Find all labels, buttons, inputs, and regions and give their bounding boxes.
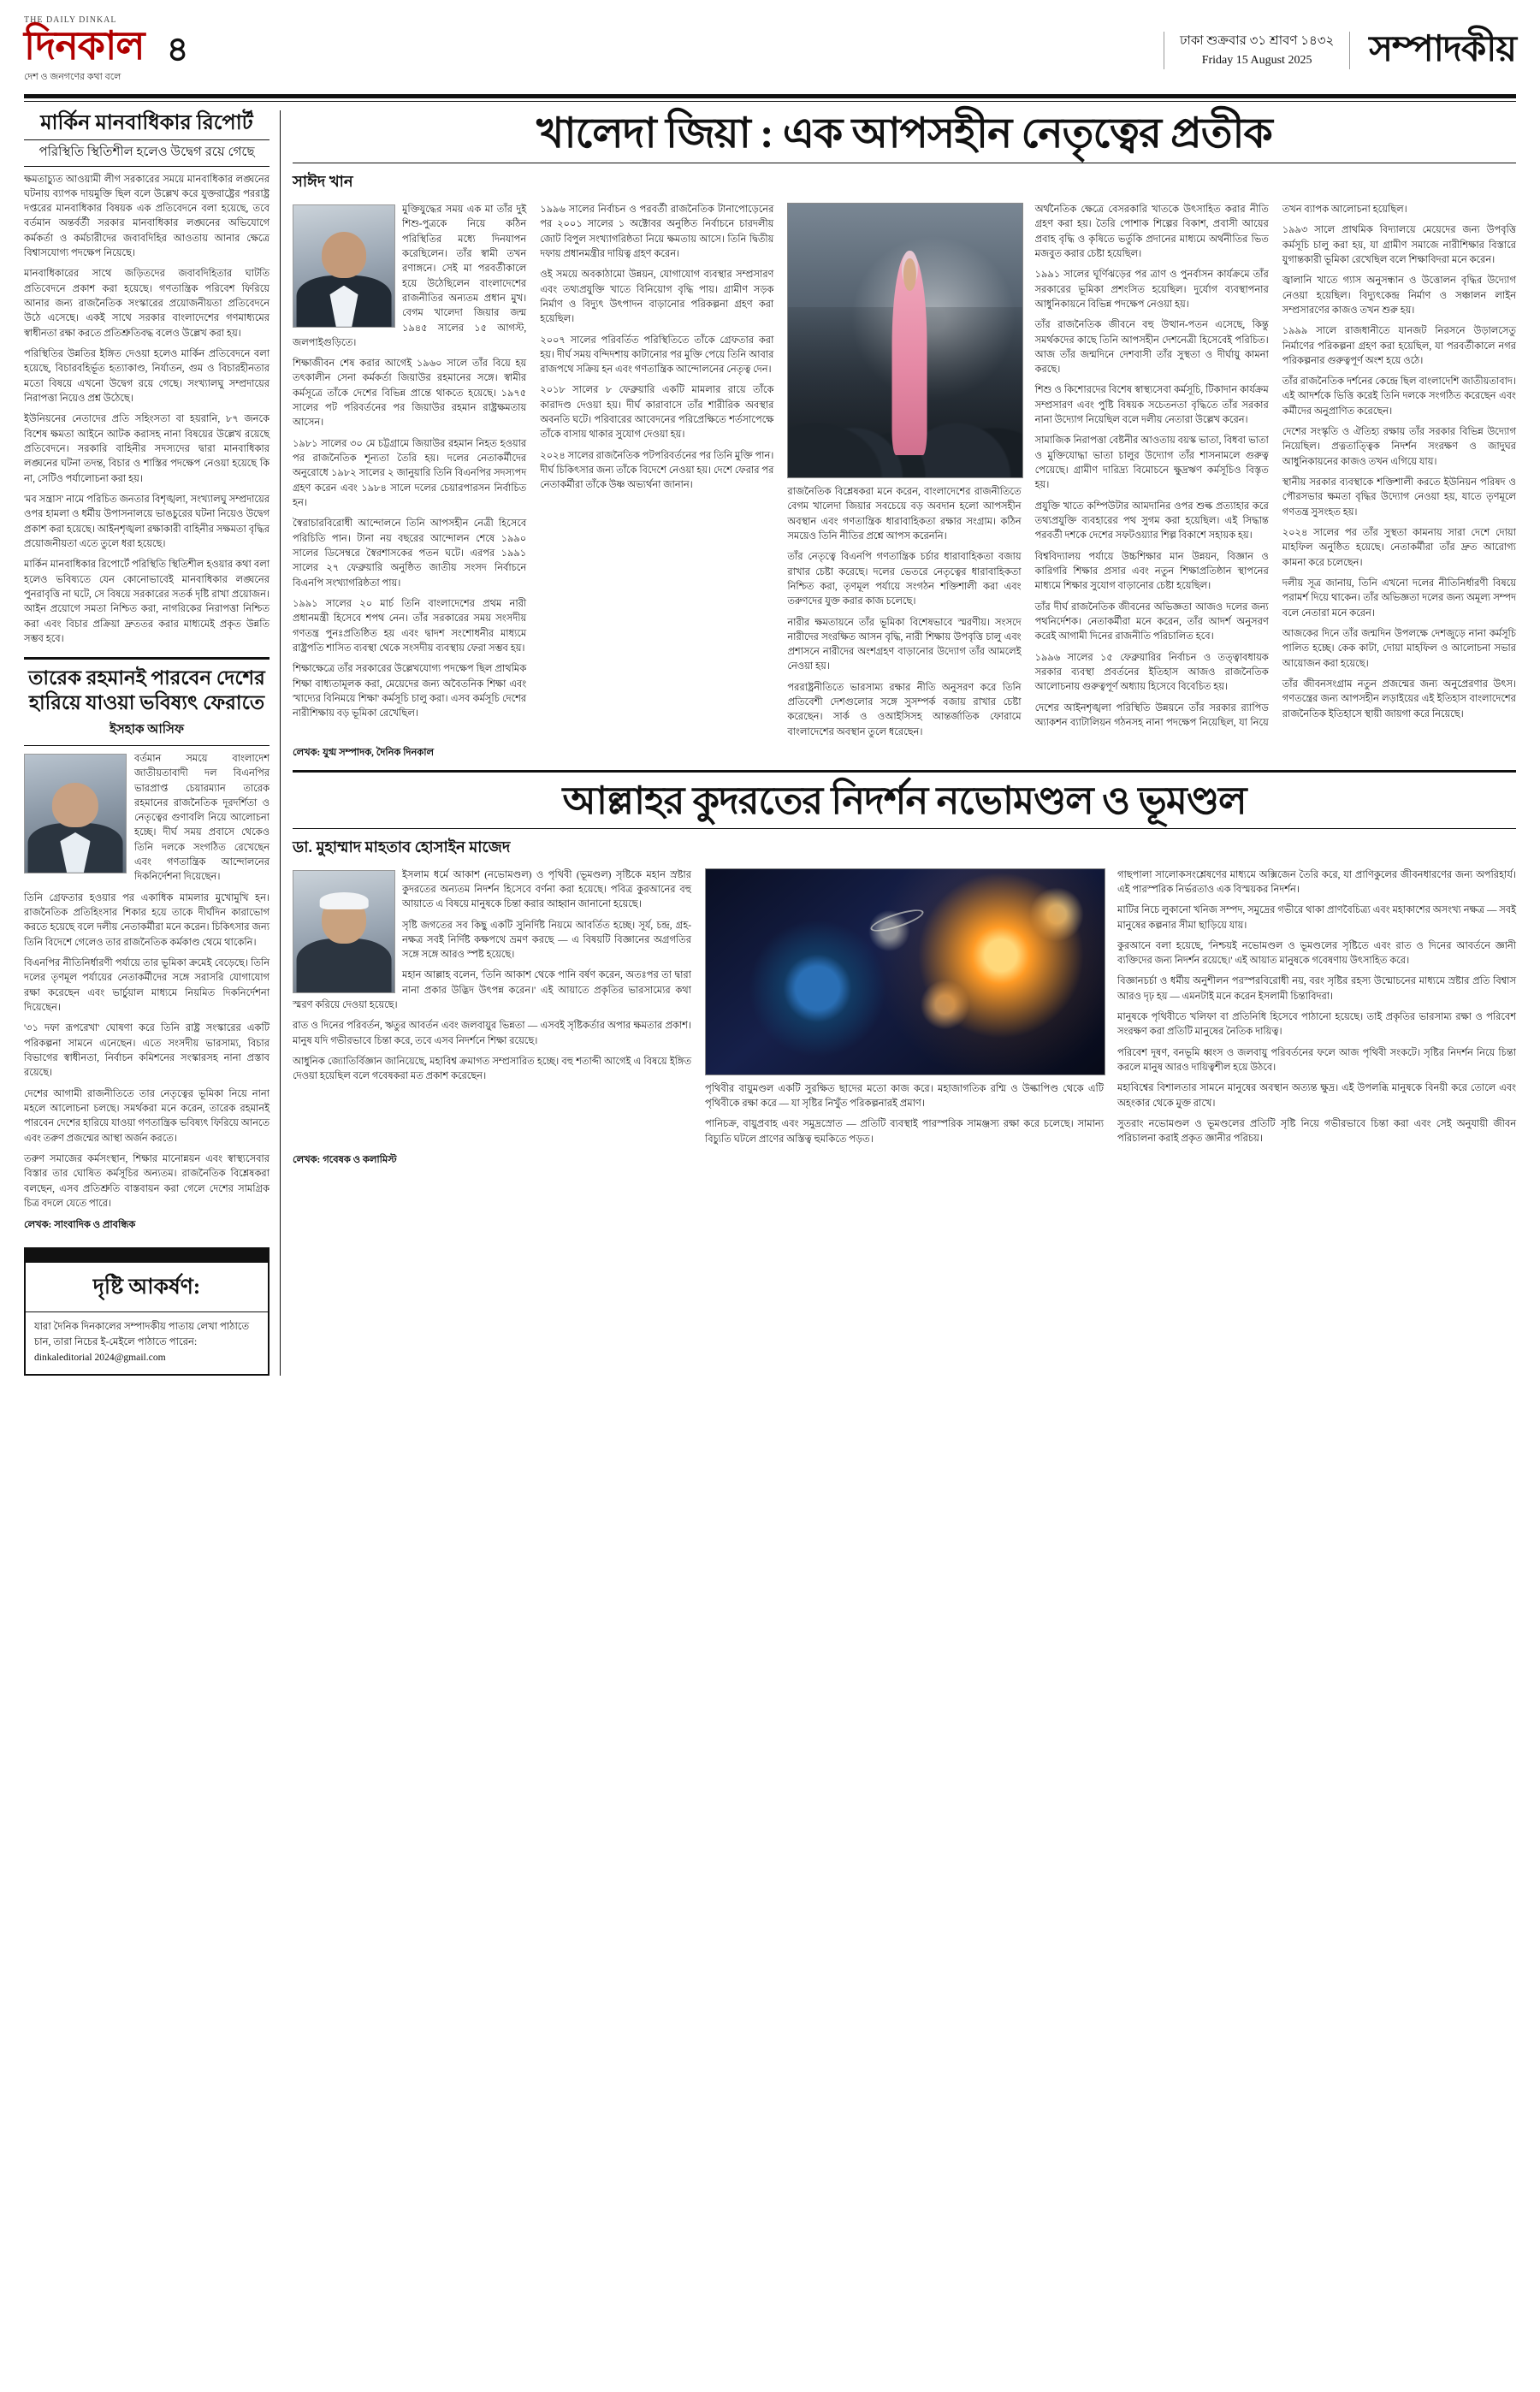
left-article1-body	[24, 173, 270, 648]
paragraph: ইউনিয়নের নেতাদের প্রতি সহিংসতা বা হয়রানি, ৮৭ জনকে বিশেষ ক্ষমতা আইনে আটক করাসহ নানা বিষয়ের উল্লেখ রয়েছে প্রতিবেদনে। সরকারি বাহিনীর সদস্যদের দ্বারা মানবাধিকার লঙ্ঘনের ঘটনা তদন্ত, বিচার ও শাস্তির পদক্ষেপ নেওয়া হয়েছে কি না, সেটিও পর্যালোচনা করা হয়।	[24, 414, 270, 484]
paragraph: ১৯৯১ সালের ঘূর্ণিঝড়ের পর ত্রাণ ও পুনর্বাসন কার্যক্রমে তাঁর সরকারের ভূমিকা প্রশংসিত হয়েছিল। দুর্যোগ ব্যবস্থাপনার আধুনিকায়নে বিভিন্ন পদক্ষেপ নেওয়া হয়।	[1034, 269, 1269, 310]
author-portrait	[24, 754, 127, 873]
paragraph: তাঁর নেতৃত্বে বিএনপি গণতান্ত্রিক চর্চার ধারাবাহিকতা বজায় রাখার চেষ্টা করেছে। দলের ভেতরে নেতৃত্বের ধারাবাহিকতা নিশ্চিত করা, তৃণমূল পর্যায়ে সংগঠন শক্তিশালী করা এবং তরুণদের যুক্ত করার কাজ চলেছে।	[787, 552, 1022, 607]
paragraph: পরিস্থিতির উন্নতির ইঙ্গিত দেওয়া হলেও মার্কিন প্রতিবেদনে বলা হয়েছে, বিচারবহির্ভূত হত্যাকাণ্ড, নির্যাতন, গুম ও বিচারহীনতার মতো বিষয়ে এখনো উদ্বেগ রয়ে গেছে। সংখ্যালঘু সম্প্রদায়ের নিরাপত্তা নিয়েও প্রশ্ন উঠেছে।	[24, 349, 270, 405]
paragraph: স্বৈরাচারবিরোধী আন্দোলনে তিনি আপসহীন নেত্রী হিসেবে পরিচিতি পান। টানা নয় বছরের আন্দোলন শেষে ১৯৯০ সালের ডিসেম্বরে স্বৈরশাসকের পতন ঘটে। এরপর ১৯৯১ সালের ২৭ ফেব্রুয়ারি অনুষ্ঠিত জাতীয় সংসদ নির্বাচনে বিএনপি সংখ্যাগরিষ্ঠতা পায়।	[293, 518, 527, 589]
paragraph: সৃষ্টি জগতের সব কিছু একটি সুনির্দিষ্ট নিয়মে আবর্তিত হচ্ছে। সূর্য, চন্দ্র, গ্রহ-নক্ষত্র সবই নির্দিষ্ট কক্ষপথে ভ্রমণ করছে — এ বিষয়টি বিজ্ঞানের অগ্রগতির সঙ্গে সঙ্গে আরও স্পষ্ট হয়েছে।	[402, 920, 691, 961]
bottom-author-portrait	[293, 870, 395, 993]
main-author-portrait	[293, 204, 395, 328]
paragraph: তাঁর দীর্ঘ রাজনৈতিক জীবনের অভিজ্ঞতা আজও দলের জন্য পথনির্দেশক। নেতাকর্মীরা মনে করেন, তাঁর আদর্শ অনুসরণ করেই আগামী দিনের রাজনীতি পরিচালিত হবে।	[1034, 601, 1269, 642]
paragraph: আধুনিক জ্যোতির্বিজ্ঞান জানিয়েছে, মহাবিশ্ব ক্রমাগত সম্প্রসারিত হচ্ছে। বহু শতাব্দী আগেই এ বিষয়ে ইঙ্গিত দেওয়া হয়েছিল বলে গবেষকরা মত প্রকাশ করেছেন।	[293, 1057, 691, 1082]
article-separator	[293, 770, 1516, 773]
paragraph: ওই সময়ে অবকাঠামো উন্নয়ন, যোগাযোগ ব্যবস্থার সম্প্রসারণ এবং তথ্যপ্রযুক্তি খাতে বিনিয়োগ বৃদ্ধি পায়। গ্রামীণ সড়ক নির্মাণ ও বিদ্যুৎ উৎপাদন বাড়ানোর পরিকল্পনা গ্রহণ করা হয়েছিল।	[540, 269, 774, 325]
page-number: ৪	[166, 29, 189, 68]
paragraph: তাঁর রাজনৈতিক জীবনে বহু উত্থান-পতন এসেছে, কিন্তু সমর্থকদের কাছে তিনি আপসহীন দেশনেত্রী হিসেবেই পরিচিত। আজ তাঁর জন্মদিনে দেশবাসী তাঁর সুস্থতা ও দীর্ঘায়ু কামনা করছে।	[1034, 320, 1269, 376]
left-article2-body	[24, 752, 270, 1212]
newspaper-logo	[24, 15, 281, 86]
paragraph: বিশ্ববিদ্যালয় পর্যায়ে উচ্চশিক্ষার মান উন্নয়ন, বিজ্ঞান ও কারিগরি শিক্ষার প্রসার এবং নতুন শিক্ষাপ্রতিষ্ঠান স্থাপনের মাধ্যমে শিক্ষার সুযোগ বাড়ানোর চেষ্টা হয়েছিল।	[1034, 551, 1269, 592]
paragraph: বর্তমান সময়ে বাংলাদেশ জাতীয়তাবাদী দল বিএনপির ভারপ্রাপ্ত চেয়ারম্যান তারেক রহমানের রাজনৈতিক দূরদর্শিতা ও নেতৃত্বের গুণাবলি নিয়ে আলোচনা হচ্ছে। দীর্ঘ সময় প্রবাসে থেকেও তিনি দলকে সংগঠিত রেখেছেন এবং গণতান্ত্রিক আন্দোলনের দিকনির্দেশনা দিয়েছেন।	[134, 753, 270, 883]
logo-bangla-name: দিনকাল	[24, 24, 145, 68]
date-bangla: ঢাকা শুক্রবার ৩১ শ্রাবণ ১৪৩২	[1179, 34, 1335, 49]
paragraph: মার্কিন মানবাধিকার রিপোর্টে পরিস্থিতি স্থিতিশীল হওয়ার কথা বলা হলেও ভবিষ্যতে যেন কোনোভাবেই মানবাধিকার লঙ্ঘনের পুনরাবৃত্তি না ঘটে, সে বিষয়ে সরকারের সতর্ক দৃষ্টি রাখা প্রয়োজন। আইন প্রয়োগে সমতা নিশ্চিত করা, নাগরিকের নিরাপত্তা নিশ্চিত করা এবং বিচার প্রক্রিয়া দ্রুততর করার মাধ্যমেই প্রকৃত উন্নতি সম্ভব হবে।	[24, 560, 270, 645]
paragraph: মহান আল্লাহ বলেন, 'তিনি আকাশ থেকে পানি বর্ষণ করেন, অতঃপর তা দ্বারা নানা প্রকার উদ্ভিদ উৎপন্ন করেন।' এই আয়াতে প্রকৃতির ভারসাম্যের কথা স্মরণ করিয়ে দেওয়া হয়েছে।	[293, 970, 691, 1011]
page-content	[0, 102, 1540, 1376]
paragraph: পররাষ্ট্রনীতিতে ভারসাম্য রক্ষার নীতি অনুসরণ করে তিনি প্রতিবেশী দেশগুলোর সঙ্গে সুসম্পর্ক বজায় রাখার চেষ্টা করেছেন। সার্ক ও ওআইসিসহ আন্তর্জাতিক ফোরামে বাংলাদেশের অবস্থান তুলে ধরেছেন।	[787, 682, 1022, 737]
paragraph: শিক্ষাক্ষেত্রে তাঁর সরকারের উল্লেখযোগ্য পদক্ষেপ ছিল প্রাথমিক শিক্ষা বাধ্যতামূলক করা, মেয়েদের জন্য অবৈতনিক শিক্ষা এবং 'খাদ্যের বিনিময়ে শিক্ষা' কর্মসূচি চালু করা। এসব কর্মসূচি দেশের নারীশিক্ষায় বড় ভূমিকা রেখেছিল।	[293, 664, 527, 719]
paragraph: পানিচক্র, বায়ুপ্রবাহ এবং সমুদ্রস্রোত — প্রতিটি ব্যবস্থাই পারস্পরিক সামঞ্জস্য রক্ষা করে চলেছে। সামান্য বিচ্যুতি ঘটলে প্রাণের অস্তিত্ব হুমকিতে পড়ত।	[705, 1119, 1104, 1145]
masthead	[0, 0, 1540, 91]
logo-tagline: দেশ ও জনগণের কথা বলে	[24, 72, 121, 82]
paragraph: সুতরাং নভোমণ্ডল ও ভূমণ্ডলের প্রতিটি সৃষ্টি নিয়ে গভীরভাবে চিন্তা করা এবং সেই অনুযায়ী জীবন পরিচালনা করাই প্রকৃত জ্ঞানীর পরিচয়।	[1117, 1119, 1516, 1145]
paragraph: অর্থনৈতিক ক্ষেত্রে বেসরকারি খাতকে উৎসাহিত করার নীতি গ্রহণ করা হয়। তৈরি পোশাক শিল্পের বিকাশ, প্রবাসী আয়ের প্রবাহ বৃদ্ধি ও কৃষিতে ভর্তুকি প্রদানের মাধ্যমে অর্থনীতির ভিত মজবুত করার চেষ্টা হয়েছিল।	[1034, 204, 1269, 259]
paragraph: ২০০৭ সালের পরিবর্তিত পরিস্থিতিতে তাঁকে গ্রেফতার করা হয়। দীর্ঘ সময় বন্দিদশায় কাটানোর পর মুক্তি পেয়ে তিনি আবার রাজপথে সক্রিয় হন এবং গণতান্ত্রিক আন্দোলনের নেতৃত্ব দেন।	[540, 335, 774, 376]
solar-system-photo	[705, 868, 1105, 1075]
logo-english-name: THE DAILY DINKAL	[24, 15, 117, 25]
paragraph: মহাবিশ্বের বিশালতার সামনে মানুষের অবস্থান অত্যন্ত ক্ষুদ্র। এই উপলব্ধি মানুষকে বিনয়ী করে তোলে এবং অহংকার থেকে মুক্ত রাখে।	[1117, 1083, 1516, 1109]
attention-body	[26, 1312, 268, 1374]
paragraph: মুক্তিযুদ্ধের সময় এক মা তাঁর দুই শিশু-পুত্রকে নিয়ে কঠিন পরিস্থিতির মধ্যে দিনযাপন করেছিলেন। তাঁর স্বামী তখন রণাঙ্গনে। সেই মা পরবর্তীকালে হয়ে উঠেছিলেন বাংলাদেশের রাজনীতির অন্যতম প্রধান মুখ। বেগম খালেদা জিয়ার জন্ম ১৯৪৫ সালের ১৫ আগস্ট, জলপাইগুড়িতে।	[293, 204, 527, 348]
masthead-spacer	[281, 15, 1164, 86]
bottom-article-byline: ডা. মুহাম্মাদ মাহতাব হোসাইন মাজেদ	[293, 838, 511, 856]
paragraph: ২০২৪ সালের পর তাঁর সুস্থতা কামনায় সারা দেশে দোয়া মাহফিল অনুষ্ঠিত হয়েছে। নেতাকর্মীরা তাঁর দ্রুত আরোগ্য কামনা করে চলেছেন।	[1282, 528, 1516, 568]
section-title: সম্পাদকীয়	[1369, 29, 1516, 69]
paragraph: পরিবেশ দূষণ, বনভূমি ধ্বংস ও জলবায়ু পরিবর্তনের ফলে আজ পৃথিবী সংকটে। সৃষ্টির নিদর্শন নিয়ে চিন্তা করলে মানুষ আরও দায়িত্বশীল হয়ে উঠবে।	[1117, 1047, 1516, 1074]
main-article-byline: সাঈদ খান	[293, 172, 353, 190]
paragraph: বিএনপির নীতিনির্ধারণী পর্যায়ে তার ভূমিকা ক্রমেই বেড়েছে। তিনি দলের তৃণমূল পর্যায়ের নেতাকর্মীদের সঙ্গে সরাসরি যোগাযোগ রক্ষা করেছেন এবং ভার্চুয়াল মাধ্যমে নিয়মিত দিকনির্দেশনা দিয়েছেন।	[24, 958, 270, 1014]
paragraph: তরুণ সমাজের কর্মসংস্থান, শিক্ষার মানোন্নয়ন এবং স্বাস্থ্যসেবার বিস্তার তার ঘোষিত কর্মসূচির অন্যতম। রাজনৈতিক বিশ্লেষকরা বলছেন, এসব প্রতিশ্রুতি বাস্তবায়ন করা গেলে দেশের সামগ্রিক চিত্র বদলে যেতে পারে।	[24, 1154, 270, 1210]
paragraph: মাটির নিচে লুকানো খনিজ সম্পদ, সমুদ্রের গভীরে থাকা প্রাণবৈচিত্র্য এবং মহাকাশের অসংখ্য নক্ষত্র — সবই মানুষের কল্পনার সীমা ছাড়িয়ে যায়।	[1117, 905, 1516, 931]
paragraph: শিক্ষাজীবন শেষ করার আগেই ১৯৬০ সালে তাঁর বিয়ে হয় তৎকালীন সেনা কর্মকর্তা জিয়াউর রহমানের সঙ্গে। স্বামীর কর্মসূত্রে তাঁকে দেশের বিভিন্ন প্রান্তে থাকতে হয়েছে। ১৯৭৫ সালের পট পরিবর্তনের পর জিয়াউর রহমান রাষ্ট্রক্ষমতায় আসেন।	[293, 358, 527, 429]
paragraph: মানুষকে পৃথিবীতে খলিফা বা প্রতিনিধি হিসেবে পাঠানো হয়েছে। তাই প্রকৃতির ভারসাম্য রক্ষা ও পরিবেশ সংরক্ষণ করা প্রতিটি মানুষের নৈতিক দায়িত্ব।	[1117, 1012, 1516, 1038]
paragraph: ২০১৮ সালের ৮ ফেব্রুয়ারি একটি মামলার রায়ে তাঁকে কারাদণ্ড দেওয়া হয়। দীর্ঘ কারাবাসে তাঁর শারীরিক অবস্থার অবনতি ঘটে। পরিবারের আবেদনের পরিপ্রেক্ষিতে শর্তসাপেক্ষে তাঁকে বাসায় থাকার সুযোগ দেওয়া হয়।	[540, 385, 774, 441]
date-block	[1164, 32, 1350, 69]
attention-title: দৃষ্টি আকর্ষণ:	[26, 1263, 268, 1312]
bottom-article-signature: লেখক: গবেষক ও কলামিস্ট	[293, 1154, 397, 1165]
right-column	[293, 110, 1516, 1376]
paragraph: দেশের সংস্কৃতি ও ঐতিহ্য রক্ষায় তাঁর সরকার বিভিন্ন উদ্যোগ নিয়েছিল। প্রত্নতাত্ত্বিক নিদর্শন সংরক্ষণ ও জাদুঘর আধুনিকায়নের কাজও তখন এগিয়ে যায়।	[1282, 427, 1516, 467]
bottom-headline-rule	[293, 828, 1516, 829]
paragraph: মানবাধিকারের সাথে জড়িতদের জবাবদিহিতার ঘাটতি প্রতিবেদনে প্রকাশ করা হয়েছে। গণতান্ত্রিক পরিবেশ ফিরিয়ে আনার জন্য রাজনৈতিক সংস্কারের প্রয়োজনীয়তা প্রতিবেদনে উঠে এসেছে। একই সাথে সরকার বাংলাদেশের গণমাধ্যমের স্বাধীনতা রক্ষা করতে প্রতিশ্রুতিবদ্ধ বলেও উল্লেখ করা হয়।	[24, 269, 270, 339]
paragraph: 'মব সন্ত্রাস' নামে পরিচিত জনতার বিশৃঙ্খলা, সংখ্যালঘু সম্প্রদায়ের ওপর হামলা ও ধর্মীয় উপাসনালয়ে ভাঙচুরের ঘটনা নিয়েও উদ্বেগ প্রকাশ করা হয়েছে। আইনশৃঙ্খলা রক্ষাকারী বাহিনীর সক্ষমতা বৃদ্ধির প্রয়োজনীয়তা এতে তুলে ধরা হয়েছে।	[24, 494, 270, 550]
attention-box	[24, 1247, 270, 1376]
left-article2-byline: ইসহাক আসিফ	[24, 719, 270, 746]
paragraph: নারীর ক্ষমতায়নে তাঁর ভূমিকা বিশেষভাবে স্মরণীয়। সংসদে নারীদের সংরক্ষিত আসন বৃদ্ধি, নারী শিক্ষায় উপবৃত্তি চালু এবং প্রশাসনে নারীদের অংশগ্রহণ বাড়ানোর উদ্যোগ তাঁর আমলেই নেওয়া হয়।	[787, 617, 1022, 672]
paragraph: কুরআনে বলা হয়েছে, 'নিশ্চয়ই নভোমণ্ডল ও ভূমণ্ডলের সৃষ্টিতে এবং রাত ও দিনের আবর্তনে জ্ঞানী ব্যক্তিদের জন্য নিদর্শন রয়েছে।' এই আয়াত মানুষকে গবেষণায় উৎসাহিত করে।	[1117, 940, 1516, 967]
paragraph: সামাজিক নিরাপত্তা বেষ্টনীর আওতায় বয়স্ক ভাতা, বিধবা ভাতা ও মুক্তিযোদ্ধা ভাতা চালুর উদ্যোগ তাঁর শাসনামলে গুরুত্ব পেয়েছে। গ্রামীণ দারিদ্র্য বিমোচনে ক্ষুদ্রঋণ কর্মসূচিও বিস্তৃত হয়।	[1034, 435, 1269, 491]
paragraph: '৩১ দফা রূপরেখা' ঘোষণা করে তিনি রাষ্ট্র সংস্কারের একটি পরিকল্পনা সামনে এনেছেন। এতে সংসদীয় ভারসাম্য, বিচার বিভাগের স্বাধীনতা, নির্বাচন কমিশনের সংস্কারসহ নানা প্রস্তাব রয়েছে।	[24, 1023, 270, 1079]
paragraph: শিশু ও কিশোরদের বিশেষ স্বাস্থ্যসেবা কর্মসূচি, টিকাদান কার্যক্রম সম্প্রসারণ এবং পুষ্টি বিষয়ক সচেতনতা বৃদ্ধিতে তাঁর সরকার নানা উদ্যোগ নিয়েছিল বলে দলীয় নেতারা উল্লেখ করেন।	[1034, 385, 1269, 426]
paragraph: দেশের আইনশৃঙ্খলা পরিস্থিতি উন্নয়নে তাঁর সরকার র‌্যাপিড অ্যাকশন ব্যাটালিয়ন গঠনসহ নানা পদক্ষেপ নিয়েছিল, যা নিয়ে তখন ব্যাপক আলোচনা হয়েছিল।	[1034, 204, 1407, 729]
paragraph: ১৯৮১ সালের ৩০ মে চট্টগ্রামে জিয়াউর রহমান নিহত হওয়ার পর রাজনৈতিক শূন্যতা তৈরি হয়। দলের নেতাকর্মীদের অনুরোধে ১৯৮২ সালের ২ জানুয়ারি তিনি বিএনপির সদস্যপদ গ্রহণ করেন এবং ১৯৮৪ সালে দলের চেয়ারপারসন নির্বাচিত হন।	[293, 438, 527, 509]
masthead-rule-thick	[24, 94, 1516, 98]
main-article-headline: খালেদা জিয়া : এক আপসহীন নেতৃত্বের প্রতীক	[536, 110, 1272, 157]
main-article-photo	[787, 203, 1022, 478]
left-article2-signature: লেখক: সাংবাদিক ও প্রাবন্ধিক	[24, 1220, 136, 1231]
paragraph: আজকের দিনে তাঁর জন্মদিন উপলক্ষে দেশজুড়ে নানা কর্মসূচি পালিত হচ্ছে। কেক কাটা, দোয়া মাহফিল ও আলোচনা সভার আয়োজন করা হয়েছে।	[1282, 629, 1516, 669]
paragraph: গাছপালা সালোকসংশ্লেষণের মাধ্যমে অক্সিজেন তৈরি করে, যা প্রাণিকুলের জীবনধারণের জন্য অপরিহার্য। এই পারস্পরিক নির্ভরতাও এক বিস্ময়কর নিদর্শন।	[1117, 869, 1516, 895]
paragraph: তাঁর জীবনসংগ্রাম নতুন প্রজন্মের জন্য অনুপ্রেরণার উৎস। গণতন্ত্রের জন্য আপসহীন লড়াইয়ের এই ইতিহাস বাংলাদেশের রাজনৈতিক ইতিহাসে স্থায়ী জায়গা করে নিয়েছে।	[1282, 679, 1516, 719]
bottom-article-body	[293, 868, 1516, 1147]
paragraph: রাত ও দিনের পরিবর্তন, ঋতুর আবর্তন এবং জলবায়ুর ভিন্নতা — এসবই সৃষ্টিকর্তার অপার ক্ষমতার প্রকাশ। মানুষ যদি গভীরভাবে চিন্তা করে, তবে এসব নিদর্শনে শিক্ষা রয়েছে।	[293, 1021, 691, 1046]
left-article1-headline: মার্কিন মানবাধিকার রিপোর্ট	[24, 110, 270, 140]
main-article-signature: লেখক: যুগ্ম সম্পাদক, দৈনিক দিনকাল	[293, 748, 435, 759]
paragraph: প্রযুক্তি খাতে কম্পিউটার আমদানির ওপর শুল্ক প্রত্যাহার করে তথ্যপ্রযুক্তি ব্যবহারের পথ সুগম করা হয়েছিল। এই সিদ্ধান্ত পরবর্তী দশকে দেশের সফটওয়্যার শিল্প বিকাশে সহায়ক হয়।	[1034, 500, 1269, 542]
date-english: Friday 15 August 2025	[1201, 53, 1312, 67]
paragraph: ১৯৯৯ সালে রাজধানীতে যানজট নিরসনে উড়ালসেতু নির্মাণের পরিকল্পনা গ্রহণ করা হয়েছিল, যা পরবর্তীকালে নগর পরিকল্পনার গুরুত্বপূর্ণ অংশ হয়ে ওঠে।	[1282, 326, 1516, 366]
left-article1-subhead: পরিস্থিতি স্থিতিশীল হলেও উদ্বেগ রয়ে গেছে	[24, 145, 270, 167]
paragraph: দেশের আগামী রাজনীতিতে তার নেতৃত্বের ভূমিকা নিয়ে নানা মহলে আলোচনা চলছে। সমর্থকরা মনে করেন, তারেক রহমানই পারবেন দেশের হারিয়ে যাওয়া গণতান্ত্রিক ভবিষ্যৎ ফিরিয়ে আনতে এবং তরুণ প্রজন্মের আস্থা অর্জন করতে।	[24, 1088, 270, 1144]
paragraph: রাজনৈতিক বিশ্লেষকরা মনে করেন, বাংলাদেশের রাজনীতিতে বেগম খালেদা জিয়ার সবচেয়ে বড় অবদান হলো আপসহীন অবস্থান এবং গণতান্ত্রিক ধারাবাহিকতা রক্ষার সংগ্রাম। কঠিন সময়েও তিনি নীতির প্রশ্নে আপস করেননি।	[787, 486, 1022, 542]
paragraph: বিজ্ঞানচর্চা ও ধর্মীয় অনুশীলন পরস্পরবিরোধী নয়, বরং সৃষ্টির রহস্য উন্মোচনের মাধ্যমে স্রষ্টার প্রতি বিশ্বাস আরও দৃঢ় হয় — এমনটাই মনে করেন ইসলামী চিন্তাবিদরা।	[1117, 976, 1516, 1002]
paragraph: ইসলাম ধর্মে আকাশ (নভোমণ্ডল) ও পৃথিবী (ভূমণ্ডল) সৃষ্টিকে মহান স্রষ্টার কুদরতের অন্যতম নিদর্শন হিসেবে বর্ণনা করা হয়েছে। পবিত্র কুরআনের বহু আয়াতে এ বিষয়ে মানুষকে চিন্তা করার আহ্বান জানানো হয়েছে।	[402, 869, 691, 910]
attention-email[interactable]: dinkaleditorial 2024@gmail.com	[34, 1352, 166, 1364]
paragraph: জ্বালানি খাতে গ্যাস অনুসন্ধান ও উত্তোলন বৃদ্ধির উদ্যোগ নেওয়া হয়েছিল। বিদ্যুৎকেন্দ্র নির্মাণ ও সঞ্চালন লাইন সম্প্রসারণের কাজও তখন শুরু হয়।	[1282, 275, 1516, 316]
main-article-body	[293, 203, 1516, 740]
paragraph: দলীয় সূত্র জানায়, তিনি এখনো দলের নীতিনির্ধারণী বিষয়ে পরামর্শ দিয়ে থাকেন। তাঁর অভিজ্ঞতা দলের জন্য অমূল্য সম্পদ বলে নেতারা মনে করেন।	[1282, 578, 1516, 619]
paragraph: স্থানীয় সরকার ব্যবস্থাকে শক্তিশালী করতে ইউনিয়ন পরিষদ ও পৌরসভার ক্ষমতা বৃদ্ধির উদ্যোগ নেওয়া হয়, যাতে তৃণমূলে গণতন্ত্র সুসংহত হয়।	[1282, 477, 1516, 518]
attention-bar	[26, 1249, 268, 1263]
left-article2-headline: তারেক রহমানই পারবেন দেশের হারিয়ে যাওয়া ভবিষ্যৎ ফেরাতে	[24, 657, 270, 716]
paragraph: তাঁর রাজনৈতিক দর্শনের কেন্দ্রে ছিল বাংলাদেশি জাতীয়তাবাদ। এই আদর্শকে ভিত্তি করেই তিনি দলকে সংগঠিত করেছেন এবং কর্মীদের অনুপ্রাণিত করেছেন।	[1282, 376, 1516, 417]
paragraph: পৃথিবীর বায়ুমণ্ডল একটি সুরক্ষিত ছাদের মতো কাজ করে। মহাজাগতিক রশ্মি ও উল্কাপিণ্ড থেকে এটি পৃথিবীকে রক্ষা করে — যা সৃষ্টির নিখুঁত পরিকল্পনারই প্রমাণ।	[705, 1083, 1104, 1109]
paragraph: ক্ষমতাচ্যুত আওয়ামী লীগ সরকারের সময়ে মানবাধিকার লঙ্ঘনের ঘটনায় ব্যাপক দায়মুক্তি ছিল বলে উল্লেখ করে যুক্তরাষ্ট্রের পররাষ্ট্র দপ্তরের মানবাধিকার বিষয়ক এক প্রতিবেদনে বলা হয়েছে, তবে বর্তমান অন্তর্বর্তী সরকার মানবাধিকার লঙ্ঘনের অভিযোগে কর্মকর্তা ও কর্মচারীদের জবাবদিহির আওতায় আনার ক্ষেত্রে বিশ্বাসযোগ্য পদক্ষেপ নিয়েছে।	[24, 174, 270, 259]
paragraph: ২০২৪ সালের রাজনৈতিক পটপরিবর্তনের পর তিনি মুক্তি পান। দীর্ঘ চিকিৎসার জন্য তাঁকে বিদেশে নেওয়া হয়। দেশে ফেরার পর নেতাকর্মীরা তাঁকে উষ্ণ অভ্যর্থনা জানান।	[540, 450, 774, 491]
paragraph: ১৯৯৬ সালের নির্বাচন ও পরবর্তী রাজনৈতিক টানাপোড়েনের পর ২০০১ সালের ১ অক্টোবর অনুষ্ঠিত নির্বাচনে চারদলীয় জোট বিপুল সংখ্যাগরিষ্ঠতা নিয়ে ক্ষমতায় আসে। তিনি দ্বিতীয় দফায় প্রধানমন্ত্রীর দায়িত্ব গ্রহণ করেন।	[540, 204, 774, 259]
paragraph: ১৯৯৩ সালে প্রাথমিক বিদ্যালয়ে মেয়েদের জন্য উপবৃত্তি কর্মসূচি চালু করা হয়, যা গ্রামীণ সমাজে নারীশিক্ষার বিস্তারে যুগান্তকারী ভূমিকা রেখেছিল বলে শিক্ষাবিদরা মনে করেন।	[1282, 225, 1516, 265]
bottom-article-headline: আল্লাহর কুদরতের নিদর্শন নভোমণ্ডল ও ভূমণ্ডল	[562, 779, 1247, 823]
paragraph: তিনি গ্রেফতার হওয়ার পর একাধিক মামলার মুখোমুখি হন। রাজনৈতিক প্রতিহিংসার শিকার হয়ে তাকে দীর্ঘদিন কারাভোগ করতে হয়েছে বলে দলীয় নেতাকর্মীরা মনে করেন। চিকিৎসার জন্য তিনি বিদেশে গেলেও তার রাজনৈতিক কর্মকাণ্ড থেমে থাকেনি।	[24, 892, 270, 948]
paragraph: ১৯৯৬ সালের ১৫ ফেব্রুয়ারির নির্বাচন ও তত্ত্বাবধায়ক সরকার ব্যবস্থা প্রবর্তনের ইতিহাস আজও রাজনৈতিক আলোচনায় গুরুত্বপূর্ণ অধ্যায় হিসেবে বিবেচিত হয়।	[1034, 652, 1269, 693]
attention-text: যারা দৈনিক দিনকালের সম্পাদকীয় পাতায় লেখা পাঠাতে চান, তারা নিচের ই-মেইলে পাঠাতে পারেন:	[34, 1321, 250, 1348]
paragraph: ১৯৯১ সালের ২০ মার্চ তিনি বাংলাদেশের প্রথম নারী প্রধানমন্ত্রী হিসেবে শপথ নেন। তাঁর সরকারের সময় সংসদীয় গণতন্ত্র পুনঃপ্রতিষ্ঠিত হয় এবং দ্বাদশ সংশোধনীর মাধ্যমে রাষ্ট্রপতি শাসিত ব্যবস্থা থেকে সংসদীয় ব্যবস্থায় ফেরা সম্ভব হয়।	[293, 599, 527, 654]
left-column	[24, 110, 281, 1376]
